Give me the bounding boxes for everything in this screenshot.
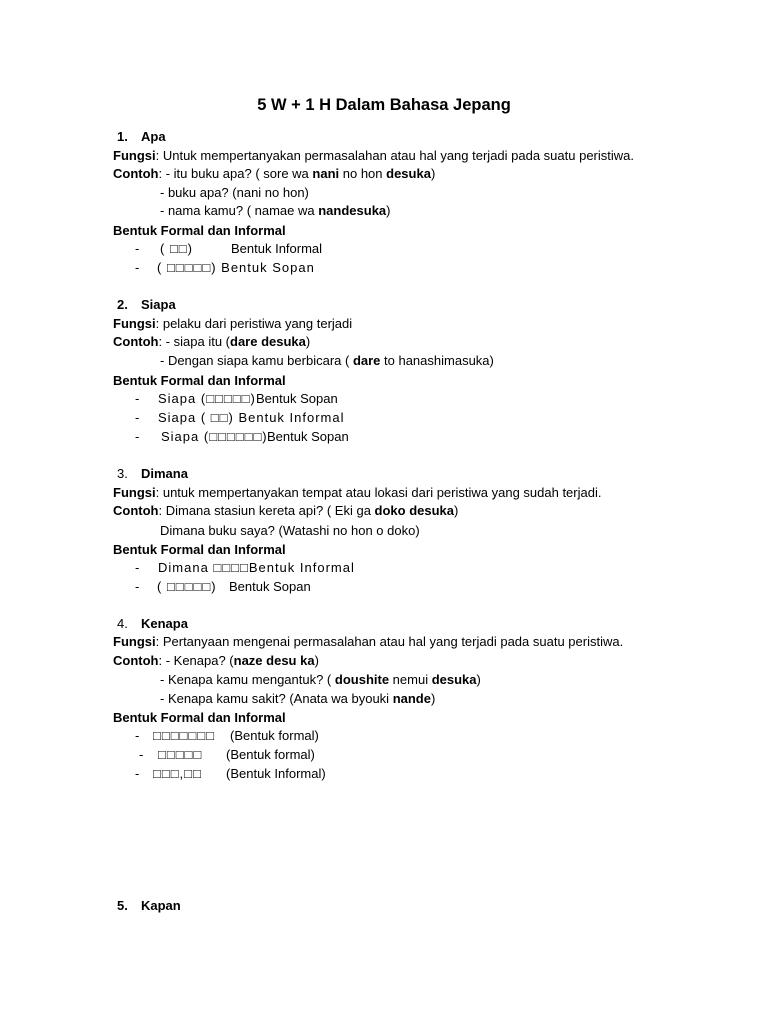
fungsi-label: Fungsi xyxy=(113,485,156,500)
section-4-heading: Kenapa xyxy=(141,616,188,631)
contoh-text: - Kenapa kamu sakit? (Anata wa byouki xyxy=(160,691,393,706)
section-1-contoh-1 xyxy=(113,164,435,183)
section-1-form-2: ( □□□□□) Bentuk Sopan xyxy=(157,260,315,275)
section-2-form-1-label: Bentuk Sopan xyxy=(256,391,338,406)
list-dash: - xyxy=(135,241,140,256)
section-4-contoh-2 xyxy=(160,670,481,689)
contoh-bold: doko desuka xyxy=(374,503,455,518)
contoh-text: ) xyxy=(430,691,436,706)
section-2-form-1: Siapa (□□□□□) xyxy=(158,391,256,406)
section-4-fungsi xyxy=(113,632,623,651)
list-dash: - xyxy=(139,747,144,762)
section-3-form-2-label: Bentuk Sopan xyxy=(229,579,311,594)
contoh-text: - Dengan siapa kamu berbicara ( xyxy=(160,353,353,368)
section-2-contoh-2 xyxy=(160,351,494,370)
contoh-text: : - Kenapa? ( xyxy=(158,653,234,668)
section-1-form-1-label: Bentuk Informal xyxy=(231,241,323,256)
contoh-text: to hanashimasuka) xyxy=(380,353,494,368)
contoh-bold: desuka xyxy=(431,672,477,687)
section-2-fungsi xyxy=(113,314,352,333)
section-2-number: 2. xyxy=(117,297,128,312)
section-1-fungsi xyxy=(113,146,634,165)
section-2-heading: Siapa xyxy=(141,297,176,312)
section-3-contoh-1 xyxy=(113,501,458,520)
contoh-bold: doushite xyxy=(334,672,390,687)
contoh-text: : - siapa itu ( xyxy=(158,334,231,349)
contoh-bold: dare xyxy=(352,353,381,368)
section-4-form-2: □□□□□ xyxy=(158,747,203,762)
contoh-text: ) xyxy=(476,672,481,687)
section-4-contoh-1 xyxy=(113,651,319,670)
section-1-form-1: ( □□) xyxy=(160,241,193,256)
contoh-text: nemui xyxy=(389,672,432,687)
section-3-form-1: Dimana □□□□Bentuk Informal xyxy=(158,560,355,575)
contoh-bold: dare desuka xyxy=(230,334,306,349)
fungsi-text: : Untuk mempertanyakan permasalahan atau hal yang terjadi pada suatu peristiwa. xyxy=(155,148,635,163)
list-dash: - xyxy=(135,560,140,575)
contoh-text: : - itu buku apa? ( sore wa xyxy=(158,166,313,181)
contoh-bold: nande xyxy=(392,691,431,706)
contoh-text: ) xyxy=(314,653,319,668)
fungsi-label: Fungsi xyxy=(113,634,156,649)
section-1-bentuk-heading: Bentuk Formal dan Informal xyxy=(113,223,286,238)
document-title: 5 W + 1 H Dalam Bahasa Jepang xyxy=(257,96,511,114)
section-2-form-3: Siapa (□□□□□□) xyxy=(161,429,268,444)
list-dash: - xyxy=(135,260,140,275)
contoh-text: ) xyxy=(430,166,436,181)
contoh-text: - Kenapa kamu mengantuk? ( xyxy=(160,672,335,687)
section-2-contoh-1 xyxy=(113,332,310,351)
list-dash: - xyxy=(135,766,140,781)
fungsi-text: : untuk mempertanyakan tempat atau lokasi dari peristiwa yang sudah terjadi. xyxy=(155,485,602,500)
fungsi-label: Fungsi xyxy=(113,316,156,331)
section-3-bentuk-heading: Bentuk Formal dan Informal xyxy=(113,542,286,557)
section-1-contoh-3 xyxy=(160,201,391,220)
contoh-label: Contoh xyxy=(113,503,159,518)
section-3-form-2: ( □□□□□) xyxy=(157,579,217,594)
fungsi-label: Fungsi xyxy=(113,148,156,163)
list-dash: - xyxy=(135,429,140,444)
section-5-heading: Kapan xyxy=(141,898,181,913)
section-2-form-2: Siapa ( □□) Bentuk Informal xyxy=(158,410,345,425)
fungsi-text: : Pertanyaan mengenai permasalahan atau hal yang terjadi pada suatu peristiwa. xyxy=(155,634,624,649)
section-4-form-1: □□□□□□□ xyxy=(153,728,215,743)
list-dash: - xyxy=(135,391,140,406)
contoh-text: ) xyxy=(305,334,311,349)
section-4-bentuk-heading: Bentuk Formal dan Informal xyxy=(113,710,286,725)
section-3-heading: Dimana xyxy=(141,466,188,481)
section-3-fungsi xyxy=(113,483,601,502)
fungsi-text: : pelaku dari peristiwa yang terjadi xyxy=(155,316,353,331)
section-4-form-3-label: (Bentuk Informal) xyxy=(226,766,326,781)
list-dash: - xyxy=(135,728,140,743)
section-4-number: 4. xyxy=(117,616,128,631)
contoh-bold: desuka xyxy=(386,166,431,181)
section-2-form-3-label: Bentuk Sopan xyxy=(267,429,349,444)
contoh-text: no hon xyxy=(339,166,387,181)
contoh-bold: naze desu ka xyxy=(233,653,315,668)
contoh-text: : Dimana stasiun kereta api? ( Eki ga xyxy=(158,503,375,518)
contoh-bold: nandesuka xyxy=(318,203,387,218)
section-4-contoh-3 xyxy=(160,689,435,708)
list-dash: - xyxy=(135,579,140,594)
section-1-heading: Apa xyxy=(141,129,166,144)
contoh-label: Contoh xyxy=(113,334,159,349)
section-3-contoh-2: Dimana buku saya? (Watashi no hon o doko) xyxy=(160,523,420,538)
contoh-label: Contoh xyxy=(113,166,159,181)
contoh-bold: nani xyxy=(312,166,340,181)
contoh-text: ) xyxy=(386,203,391,218)
list-dash: - xyxy=(135,410,140,425)
section-4-form-2-label: (Bentuk formal) xyxy=(226,747,315,762)
section-3-number: 3. xyxy=(117,466,128,481)
contoh-text: - nama kamu? ( namae wa xyxy=(160,203,319,218)
contoh-text: ) xyxy=(454,503,459,518)
section-4-form-3: □□□,□□ xyxy=(153,766,202,781)
section-5-number: 5. xyxy=(117,898,128,913)
section-1-number: 1. xyxy=(117,129,128,144)
contoh-label: Contoh xyxy=(113,653,159,668)
section-4-form-1-label: (Bentuk formal) xyxy=(230,728,319,743)
section-1-contoh-2: - buku apa? (nani no hon) xyxy=(160,185,309,200)
section-2-bentuk-heading: Bentuk Formal dan Informal xyxy=(113,373,286,388)
